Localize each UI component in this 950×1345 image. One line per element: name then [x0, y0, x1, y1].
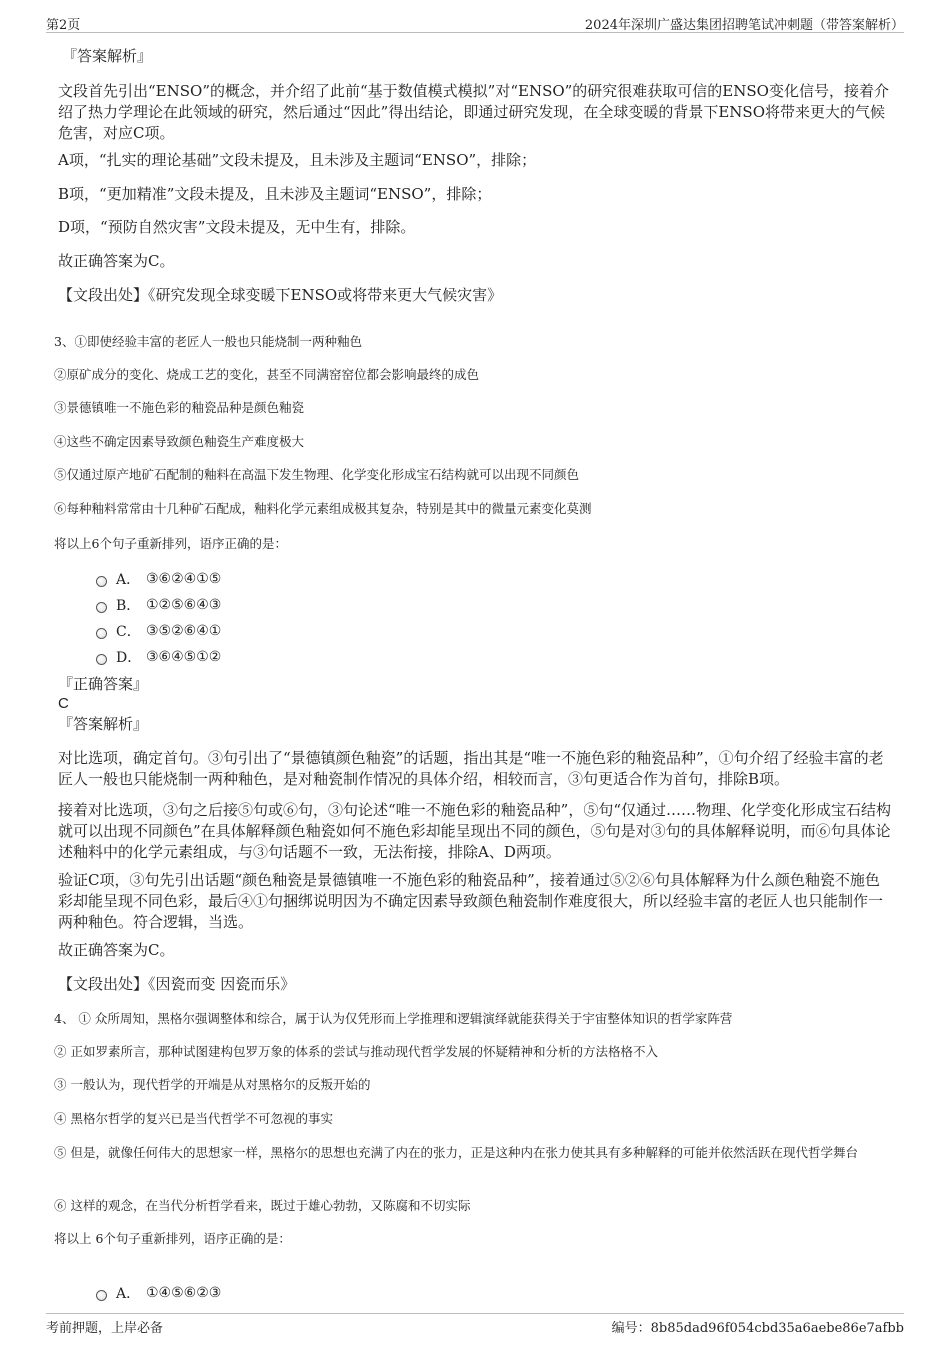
q2-analysis-option-d: D项，“预防自然灾害”文段未提及，无中生有，排除。	[58, 218, 416, 236]
q2-source: 【文段出处】《研究发现全球变暖下ENSO或将带来更大气候灾害》	[58, 286, 503, 304]
option-text: ③⑤②⑥④①	[146, 623, 222, 639]
radio-icon[interactable]	[96, 1290, 107, 1301]
radio-icon[interactable]	[96, 576, 107, 587]
q4-prompt: 将以上 6个句子重新排列，语序正确的是：	[54, 1231, 291, 1246]
q4-option-a[interactable]	[96, 1283, 221, 1303]
q2-analysis-paragraph: 文段首先引出“ENSO”的概念，并介绍了此前“基于数值模式模拟”对“ENSO”的研究很难获取可信的ENSO变化信号，接着介绍了热力学理论在此领域的研究，然后通过“因此”得出结论，即通过研究发现，在全球变暖的背景下ENSO将带来更大的气候危害，对应C项。	[58, 82, 889, 142]
option-label: C．	[116, 624, 141, 640]
q3-source: 【文段出处】《因瓷而变 因瓷而乐》	[58, 975, 296, 993]
q4-sentence-6: ⑥ 这样的观念，在当代分析哲学看来，既过于雄心勃勃，又陈腐和不切实际	[54, 1198, 471, 1213]
option-label: B．	[116, 598, 141, 614]
page-number: 第2页	[46, 18, 81, 33]
q3-option-c[interactable]	[96, 621, 221, 641]
page-footer	[46, 1313, 904, 1334]
option-text: ③⑥④⑤①②	[146, 649, 222, 665]
q4-sentence-4: ④ 黑格尔哲学的复兴已是当代哲学不可忽视的事实	[54, 1111, 333, 1126]
option-label: A．	[116, 1286, 141, 1302]
option-text: ③⑥②④①⑤	[146, 571, 222, 587]
q3-sentence-1: 3、①即使经验丰富的老匠人一般也只能烧制一两种釉色	[54, 334, 362, 349]
q3-answer: C	[58, 695, 69, 712]
q3-sentence-3: ③景德镇唯一不施色彩的釉瓷品种是颜色釉瓷	[54, 400, 305, 415]
q4-sentence-1: 4、 ① 众所周知，黑格尔强调整体和综合，属于认为仅凭形而上学推理和逻辑演绎就能获得关于宇宙整体知识的哲学家阵营	[54, 1011, 733, 1026]
q2-conclusion: 故正确答案为C。	[58, 252, 175, 270]
option-text: ①②⑤⑥④③	[146, 597, 222, 613]
document-code: 编号：8b85dad96f054cbd35a6aebe86e7afbb	[611, 1321, 904, 1336]
page-header	[46, 12, 904, 33]
q3-option-a[interactable]	[96, 569, 221, 589]
document-title: 2024年深圳广盛达集团招聘笔试冲刺题（带答案解析）	[584, 18, 904, 33]
q3-analysis-paragraph-2: 接着对比选项，③句之后接⑤句或⑥句，③句论述“唯一不施色彩的釉瓷品种”，⑤句“仅通过……物理、化学变化形成宝石结构就可以出现不同颜色”在具体解释颜色釉瓷如何不施色彩却能呈现出不同的颜色，⑤句是对③句的具体解释说明，而⑥句具体论述釉料中的化学元素组成，与③句话题不一致，无法衔接，排除A、D两项。	[58, 801, 892, 861]
q3-sentence-5: ⑤仅通过原产地矿石配制的釉料在高温下发生物理、化学变化形成宝石结构就可以出现不同颜色	[54, 467, 580, 482]
q3-sentence-4: ④这些不确定因素导致颜色釉瓷生产难度极大	[54, 434, 305, 449]
option-label: A．	[116, 572, 141, 588]
q4-sentence-2: ② 正如罗素所言，那种试图建构包罗万象的体系的尝试与推动现代哲学发展的怀疑精神和分析的方法格格不入	[54, 1044, 658, 1059]
q2-analysis-option-a: A项，“扎实的理论基础”文段未提及，且未涉及主题词“ENSO”，排除；	[58, 151, 537, 169]
q3-analysis-paragraph-1: 对比选项，确定首句。③句引出了“景德镇颜色釉瓷”的话题，指出其是“唯一不施色彩的釉瓷品种”，①句介绍了经验丰富的老匠人一般也只能烧制一两种釉色，是对釉瓷制作情况的具体介绍，相较而言，③句更适合作为首句，排除B项。	[58, 749, 884, 788]
q3-prompt: 将以上6个句子重新排列，语序正确的是：	[54, 536, 287, 551]
q3-analysis-paragraph-3: 验证C项，③句先引出话题“颜色釉瓷是景德镇唯一不施色彩的釉瓷品种”，接着通过⑤②⑥句具体解释为什么颜色釉瓷不施色彩却能呈现不同色彩，最后④①句捆绑说明因为不确定因素导致颜色釉瓷制作难度很大，所以经验丰富的老匠人也只能制作一两种釉色。符合逻辑，当选。	[58, 871, 884, 931]
q3-sentence-6: ⑥每种釉料常常由十几种矿石配成，釉料化学元素组成极其复杂，特别是其中的微量元素变化莫测	[54, 501, 592, 516]
q3-sentence-2: ②原矿成分的变化、烧成工艺的变化，甚至不同满窑窑位都会影响最终的成色	[54, 367, 480, 382]
q4-sentence-3: ③ 一般认为，现代哲学的开端是从对黑格尔的反叛开始的	[54, 1077, 371, 1092]
radio-icon[interactable]	[96, 654, 107, 665]
q3-conclusion: 故正确答案为C。	[58, 941, 175, 959]
radio-icon[interactable]	[96, 628, 107, 639]
q3-analysis-heading: 『答案解析』	[58, 715, 149, 733]
q3-option-b[interactable]	[96, 595, 221, 615]
option-text: ①④⑤⑥②③	[146, 1285, 222, 1301]
q3-option-d[interactable]	[96, 647, 221, 667]
q2-analysis-option-b: B项，“更加精准”文段未提及，且未涉及主题词“ENSO”，排除；	[58, 185, 492, 203]
footer-slogan: 考前押题，上岸必备	[46, 1321, 164, 1336]
option-label: D．	[116, 650, 142, 666]
q3-answer-heading: 『正确答案』	[58, 675, 149, 693]
radio-icon[interactable]	[96, 602, 107, 613]
q4-sentence-5: ⑤ 但是，就像任何伟大的思想家一样，黑格尔的思想也充满了内在的张力，正是这种内在张力使其具有多种解释的可能并依然活跃在现代哲学舞台	[54, 1145, 858, 1160]
q2-analysis-heading: 『答案解析』	[62, 47, 153, 65]
